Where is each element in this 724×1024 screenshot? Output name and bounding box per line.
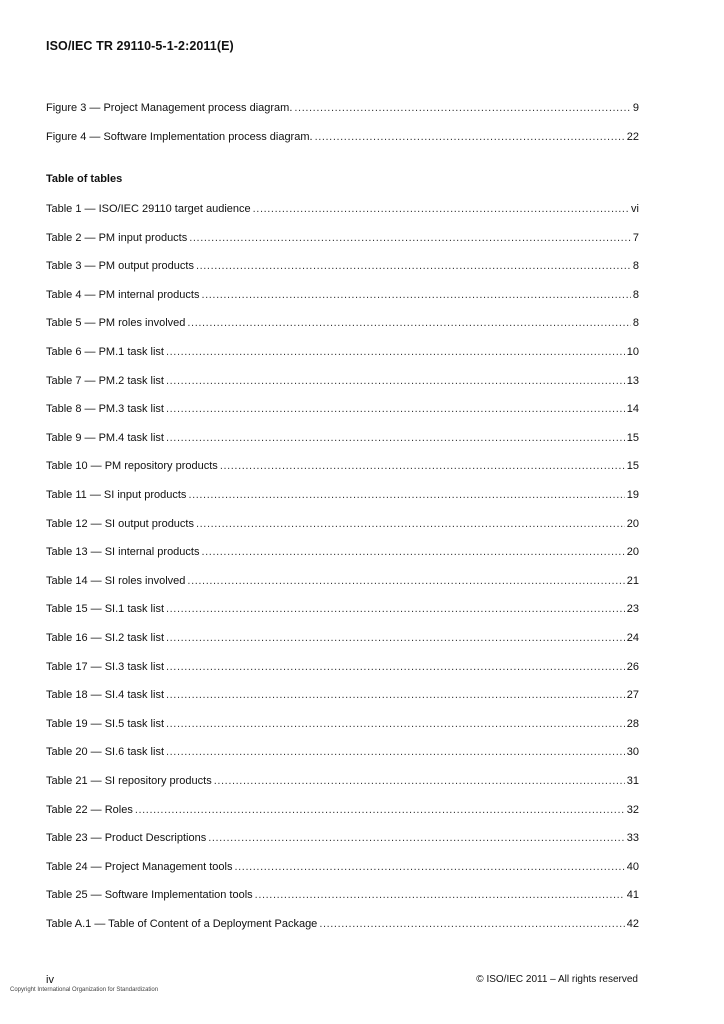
entry-label: Table 14 — SI roles involved — [46, 574, 186, 587]
entry-page: 14 — [626, 403, 639, 416]
entry-page: 8 — [632, 317, 639, 330]
entry-label: Table 3 — PM output products — [46, 260, 194, 273]
toc-entry-table[interactable] — [46, 574, 639, 588]
toc-entry-table[interactable] — [46, 717, 639, 731]
toc-entry-table[interactable] — [46, 888, 639, 902]
dot-leader — [201, 288, 630, 302]
entry-label: Table 22 — Roles — [46, 803, 133, 816]
entry-page: 9 — [632, 102, 639, 114]
toc-entry-table[interactable] — [46, 316, 639, 330]
toc-entry-table[interactable] — [46, 259, 639, 273]
entry-label: Figure 3 — Project Management process diagram. — [46, 102, 293, 114]
entry-page: 20 — [626, 517, 639, 530]
entry-label: Table 7 — PM.2 task list — [46, 374, 164, 387]
toc-entry-table[interactable] — [46, 774, 639, 788]
toc-entry-table[interactable] — [46, 202, 639, 216]
entry-label: Table 11 — SI input products — [46, 489, 187, 501]
entry-page: vi — [631, 203, 639, 215]
dot-leader — [235, 860, 625, 874]
entry-label: Table 13 — SI internal products — [46, 546, 200, 559]
entry-page: 40 — [626, 860, 639, 873]
entry-label: Table 19 — SI.5 task list — [46, 717, 164, 730]
entry-page: 41 — [626, 889, 639, 902]
entry-page: 32 — [626, 803, 639, 816]
entry-label: Table 12 — SI output products — [46, 517, 194, 530]
toc-entry-table[interactable] — [46, 231, 639, 245]
dot-leader — [166, 688, 625, 702]
dot-leader — [196, 517, 625, 531]
entry-page: 15 — [626, 460, 639, 473]
entry-label: Table 8 — PM.3 task list — [46, 403, 164, 416]
toc-entry-table[interactable] — [46, 917, 639, 931]
entry-page: 24 — [626, 632, 639, 644]
entry-page: 20 — [626, 546, 639, 559]
entry-page: 13 — [626, 374, 639, 387]
toc-entry-table[interactable] — [46, 374, 639, 388]
dot-leader — [166, 602, 625, 616]
toc-entry-table[interactable] — [46, 831, 639, 845]
dot-leader — [187, 574, 624, 588]
dot-leader — [196, 259, 631, 273]
dot-leader — [319, 917, 624, 931]
dot-leader — [220, 459, 625, 473]
toc-entry-table[interactable] — [46, 345, 639, 359]
entry-label: Table 16 — SI.2 task list — [46, 632, 164, 644]
entry-label: Table 17 — SI.3 task list — [46, 660, 164, 673]
dot-leader — [188, 488, 624, 502]
entry-label: Table 4 — PM internal products — [46, 288, 200, 301]
rights-notice: © ISO/IEC 2011 – All rights reserved — [476, 974, 638, 985]
dot-leader — [189, 231, 631, 245]
toc-entry-table[interactable] — [46, 402, 639, 416]
toc-entry-table[interactable] — [46, 803, 639, 817]
dot-leader — [214, 774, 625, 788]
entry-page: 42 — [626, 918, 639, 930]
page-number: iv — [46, 974, 54, 986]
dot-leader — [166, 374, 625, 388]
entry-page: 19 — [626, 489, 639, 501]
dot-leader — [315, 130, 625, 144]
toc-entry-table[interactable] — [46, 660, 639, 674]
dot-leader — [166, 660, 625, 674]
entry-label: Table 20 — SI.6 task list — [46, 746, 164, 759]
entry-page: 28 — [626, 717, 639, 730]
toc-entry-figure[interactable] — [46, 101, 639, 115]
dot-leader — [294, 101, 630, 115]
entry-page: 30 — [626, 746, 639, 759]
entry-label: Figure 4 — Software Implementation process diagram. — [46, 131, 313, 143]
entry-label: Table A.1 — Table of Content of a Deployment Package — [46, 918, 318, 930]
dot-leader — [201, 545, 624, 559]
entry-page: 23 — [626, 603, 639, 616]
entry-page: 22 — [626, 131, 639, 143]
toc-entry-table[interactable] — [46, 431, 639, 445]
entry-page: 8 — [632, 260, 639, 273]
toc-entry-table[interactable] — [46, 631, 639, 645]
entry-page: 10 — [626, 346, 639, 358]
toc-entry-figure[interactable] — [46, 130, 639, 144]
entry-page: 31 — [626, 775, 639, 787]
copyright-note: Copyright International Organization for Standardization — [10, 987, 159, 993]
entry-page: 8 — [632, 288, 639, 301]
entry-label: Table 1 — ISO/IEC 29110 target audience — [46, 203, 251, 215]
toc-entry-table[interactable] — [46, 602, 639, 616]
entry-page: 26 — [626, 660, 639, 673]
dot-leader — [166, 402, 625, 416]
toc-entry-table[interactable] — [46, 745, 639, 759]
dot-leader — [166, 431, 625, 445]
dot-leader — [187, 316, 630, 330]
entry-page: 15 — [626, 431, 639, 444]
toc-entry-table[interactable] — [46, 860, 639, 874]
entry-label: Table 23 — Product Descriptions — [46, 832, 207, 845]
dot-leader — [135, 803, 625, 817]
entry-label: Table 9 — PM.4 task list — [46, 431, 164, 444]
entry-label: Table 21 — SI repository products — [46, 775, 212, 787]
entry-label: Table 6 — PM.1 task list — [46, 346, 164, 358]
entry-label: Table 5 — PM roles involved — [46, 317, 186, 330]
dot-leader — [208, 831, 625, 845]
toc-entry-table[interactable] — [46, 459, 639, 473]
dot-leader — [166, 631, 625, 645]
toc-entry-table[interactable] — [46, 517, 639, 531]
dot-leader — [166, 745, 625, 759]
toc-entry-table[interactable] — [46, 688, 639, 702]
dot-leader — [166, 345, 625, 359]
entry-label: Table 2 — PM input products — [46, 231, 188, 244]
entry-page: 33 — [626, 832, 639, 845]
document-header: ISO/IEC TR 29110-5-1-2:2011(E) — [46, 39, 234, 53]
entry-label: Table 10 — PM repository products — [46, 460, 218, 473]
entry-label: Table 18 — SI.4 task list — [46, 689, 164, 702]
dot-leader — [166, 717, 625, 731]
entry-page: 27 — [626, 689, 639, 702]
entry-label: Table 15 — SI.1 task list — [46, 603, 164, 616]
section-title: Table of tables — [46, 173, 123, 185]
toc-entry-table[interactable] — [46, 545, 639, 559]
entry-page: 21 — [626, 574, 639, 587]
dot-leader — [253, 202, 629, 216]
entry-page: 7 — [632, 231, 639, 244]
entry-label: Table 25 — Software Implementation tools — [46, 889, 253, 902]
entry-label: Table 24 — Project Management tools — [46, 860, 233, 873]
toc-entry-table[interactable] — [46, 288, 639, 302]
toc-entry-table[interactable] — [46, 488, 639, 502]
dot-leader — [255, 888, 625, 902]
